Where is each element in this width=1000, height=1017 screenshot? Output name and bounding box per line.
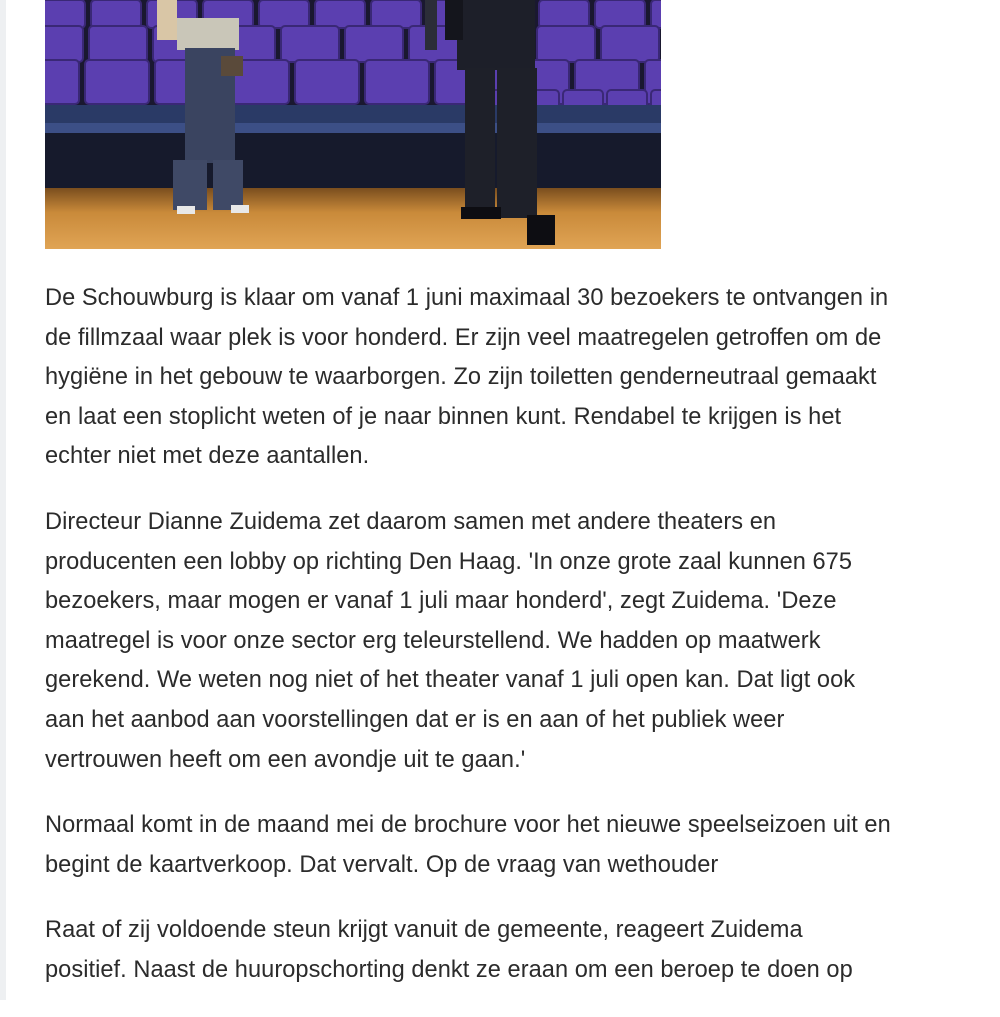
theater-photo-illustration — [45, 0, 661, 249]
text-line: bezoekers, maar mogen er vanaf 1 juli maar honderd', zegt Zuidema. 'Deze — [45, 588, 837, 615]
article-paragraph-4 — [45, 911, 995, 990]
page-left-border — [0, 0, 6, 1000]
text-line: hygiëne in het gebouw te waarborgen. Zo zijn toiletten genderneutraal gemaakt — [45, 364, 877, 391]
article-paragraph-1 — [45, 279, 995, 477]
text-line: Directeur Dianne Zuidema zet daarom samen met andere theaters en — [45, 508, 777, 535]
text-line: aan het aanbod aan voorstellingen dat er is en aan of het publiek weer — [45, 706, 785, 733]
seat — [371, 0, 421, 28]
text-line: Raat of zij voldoende steun krijgt vanuit de gemeente, reageert Zuidema — [45, 917, 803, 944]
text-line: vertrouwen heeft om een avondje uit te gaan.' — [45, 746, 526, 773]
seat — [91, 0, 141, 28]
seat — [89, 26, 147, 62]
article-body — [45, 279, 995, 1017]
seat — [365, 60, 429, 104]
seat — [85, 60, 149, 104]
text-line: begint de kaartverkoop. Dat vervalt. Op de vraag van wethouder — [45, 851, 719, 878]
text-line: de fillmzaal waar plek is voor honderd. Er zijn veel maatregelen getroffen om de — [45, 324, 882, 351]
text-line: gerekend. We weten nog niet of het theater vanaf 1 juli open kan. Dat ligt ook — [45, 667, 856, 694]
seat — [315, 0, 365, 28]
seat — [539, 0, 589, 28]
seat — [651, 0, 661, 28]
seat — [45, 26, 83, 62]
article-photo[interactable] — [45, 0, 661, 249]
seat — [345, 26, 403, 62]
text-line: producenten een lobby op richting Den Haag. 'In onze grote zaal kunnen 675 — [45, 548, 853, 575]
seat — [281, 26, 339, 62]
seat — [259, 0, 309, 28]
seat — [45, 60, 79, 104]
seat — [601, 26, 659, 62]
article-paragraph-2 — [45, 503, 995, 780]
text-line: en laat een stoplicht weten of je naar binnen kunt. Rendabel te krijgen is het — [45, 403, 842, 430]
seat — [45, 0, 85, 28]
seat — [295, 60, 359, 104]
seat — [595, 0, 645, 28]
text-line: echter niet met deze aantallen. — [45, 443, 370, 470]
seat — [537, 26, 595, 62]
text-line: positief. Naast de huuropschorting denkt ze eraan om een beroep te doen op — [45, 956, 853, 983]
text-line: De Schouwburg is klaar om vanaf 1 juni maximaal 30 bezoekers te ontvangen in — [45, 285, 889, 311]
text-line: Normaal komt in de maand mei de brochure voor het nieuwe speelseizoen uit en — [45, 812, 891, 839]
article-paragraph-3 — [45, 806, 995, 885]
text-line: maatregel is voor onze sector erg teleurstellend. We hadden op maatwerk — [45, 627, 821, 654]
